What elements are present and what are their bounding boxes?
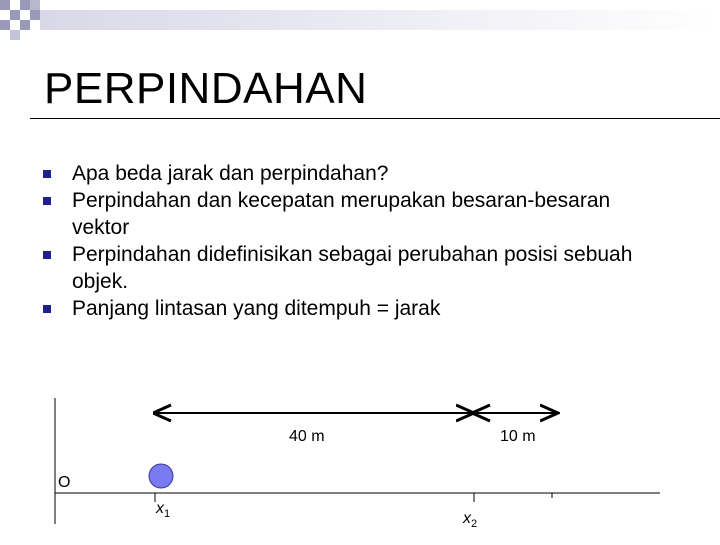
bullet-item — [64, 295, 664, 322]
ball-object — [149, 464, 173, 488]
distance-label-10m: 10 m — [500, 428, 536, 445]
bullet-text: Perpindahan dan kecepatan merupakan besaran-besaran vektor — [72, 189, 611, 239]
bullet-text: Apa beda jarak dan perpindahan? — [72, 162, 389, 185]
x1-base: x — [156, 500, 164, 517]
origin-label: O — [58, 474, 71, 491]
square-bullet-icon — [43, 251, 51, 259]
x2-label — [463, 510, 477, 530]
square-bullet-icon — [43, 197, 51, 205]
bullet-item — [64, 187, 664, 241]
bullet-item — [64, 160, 664, 187]
diagram-graphic — [0, 390, 720, 540]
slide-title: PERPINDAHAN — [44, 64, 368, 113]
bullet-text: Panjang lintasan yang ditempuh = jarak — [72, 297, 441, 320]
bullet-item — [64, 241, 664, 295]
title-divider — [30, 118, 720, 119]
x1-label — [156, 500, 170, 520]
bullet-text: Perpindahan didefinisikan sebagai perubahan posisi sebuah objek. — [72, 243, 633, 293]
bullet-list — [64, 160, 664, 322]
x1-subscript: 1 — [164, 508, 171, 521]
displacement-diagram — [0, 390, 720, 540]
x2-subscript: 2 — [471, 518, 478, 531]
square-bullet-icon — [43, 305, 51, 313]
x2-base: x — [463, 510, 471, 527]
distance-label-40m: 40 m — [289, 428, 325, 445]
square-bullet-icon — [43, 170, 51, 178]
header-decoration — [0, 0, 720, 50]
